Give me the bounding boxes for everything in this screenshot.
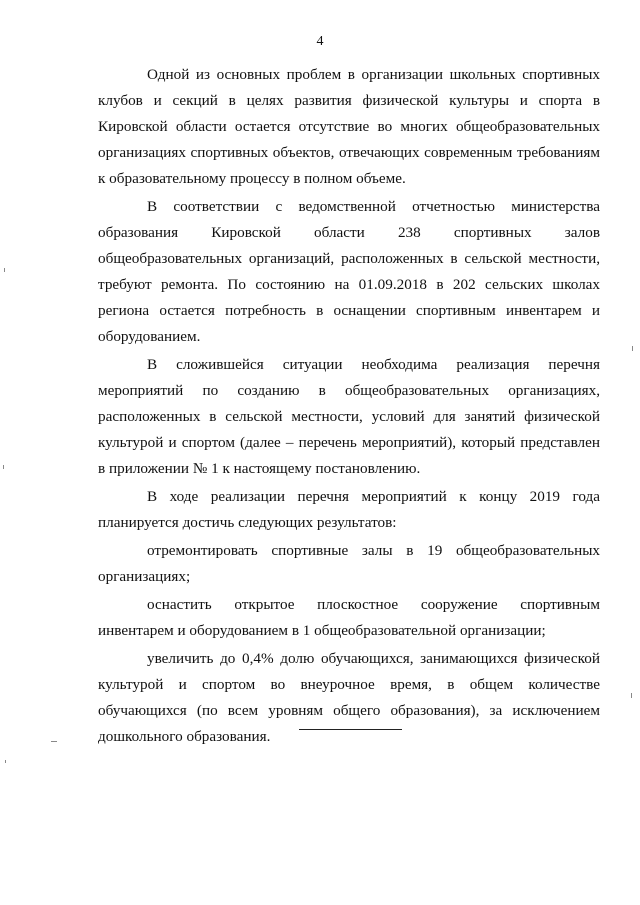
- scan-speck: [631, 693, 632, 698]
- page-number: 4: [316, 34, 324, 49]
- result-item-increase: увеличить до 0,4% долю обучающихся, занимающихся физической культурой и спортом во внеурочное время, в общем количестве обучающихся (по всем уровням общего образования), за исключением дошкольного образования.: [98, 650, 600, 745]
- result-item-repair: отремонтировать спортивные залы в 19 общеобразовательных организациях;: [98, 542, 600, 585]
- scan-speck: [4, 268, 5, 272]
- scan-speck: [3, 465, 4, 469]
- result-item-equip: оснастить открытое плоскостное сооружение спортивным инвентарем и оборудованием в 1 общеобразовательной организации;: [98, 596, 600, 639]
- scan-speck: [632, 346, 633, 351]
- scan-speck: [5, 760, 6, 763]
- paragraph-statistics: В соответствии с ведомственной отчетностью министерства образования Кировской области 238 спортивных залов общеобразовательных организаций, расположенных в сельской местности, требуют ремонта. По состоянию на 01.09.2018 в 202 сельских школах региона остается потребность в оснащении спортивным инвентарем и оборудованием.: [98, 198, 600, 345]
- paragraph-problem: Одной из основных проблем в организации школьных спортивных клубов и секций в целях развития физической культуры и спорта в Кировской области остается отсутствие во многих общеобразовательных организациях спортивных объектов, отвечающих современным требованиям к образовательному процессу в полном объеме.: [98, 66, 600, 187]
- paragraph-measures: В сложившейся ситуации необходима реализация перечня мероприятий по созданию в общеобразовательных организациях, расположенных в сельской местности, условий для занятий физической культурой и спортом (далее – перечень мероприятий), который представлен в приложении № 1 к настоящему постановлению.: [98, 356, 600, 477]
- document-body: [98, 62, 600, 752]
- paragraph-results-intro: В ходе реализации перечня мероприятий к концу 2019 года планируется достичь следующих результатов:: [98, 488, 600, 531]
- end-of-text-rule: [299, 729, 402, 730]
- scan-speck: [51, 741, 57, 742]
